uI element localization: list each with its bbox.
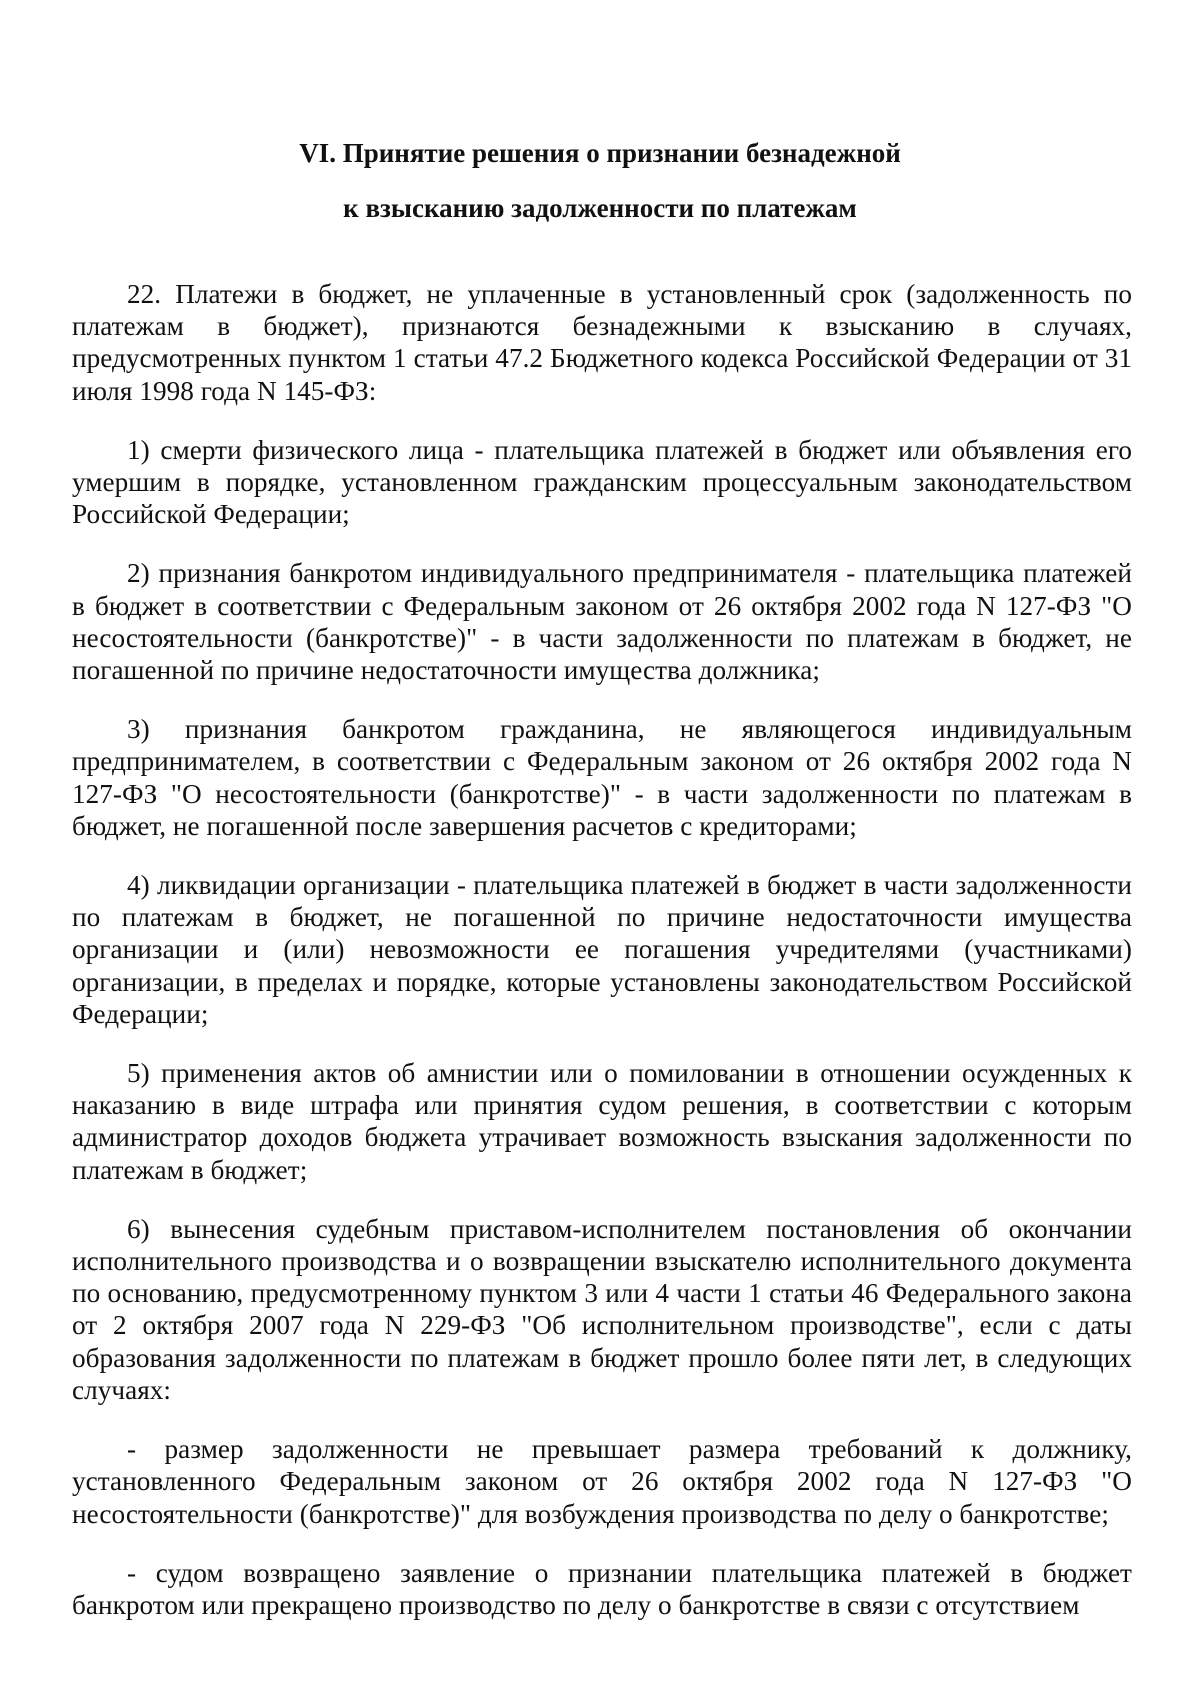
paragraph-dash-2: - судом возвращено заявление о признании плательщика платежей в бюджет банкротом или прекращено производство по делу о банкротстве в связи с отсутствием: [72, 1557, 1132, 1620]
paragraph-dash-1: - размер задолженности не превышает размера требований к должнику, установленного Федеральным законом от 26 октября 2002 года N 127-ФЗ "О несостоятельности (банкротстве)" для возбуждения производства по делу о банкротстве;: [72, 1434, 1132, 1529]
section-title-line-1: VI. Принятие решения о признании безнадежной: [299, 138, 901, 168]
document-body: [72, 278, 1132, 1648]
section-title-line-2: к взысканию задолженности по платежам: [343, 193, 857, 223]
paragraph-item-3: 3) признания банкротом гражданина, не являющегося индивидуальным предпринимателем, в соответствии с Федеральным законом от 26 октября 2002 года N 127-ФЗ "О несостоятельности (банкротстве)" - в части задолженности по платежам в бюджет, не погашенной после завершения расчетов с кредиторами;: [72, 714, 1132, 841]
paragraph-item-2: 2) признания банкротом индивидуального предпринимателя - плательщика платежей в бюджет в соответствии с Федеральным законом от 26 октября 2002 года N 127-ФЗ "О несостоятельности (банкротстве)" - в части задолженности по платежам в бюджет, не погашенной по причине недостаточности имущества должника;: [72, 558, 1132, 686]
paragraph-22: 22. Платежи в бюджет, не уплаченные в установленный срок (задолженность по платежам в бюджет), признаются безнадежными к взысканию в случаях, предусмотренных пунктом 1 статьи 47.2 Бюджетного кодекса Российской Федерации от 31 июля 1998 года N 145-ФЗ:: [72, 279, 1132, 406]
paragraph-item-5: 5) применения актов об амнистии или о помиловании в отношении осужденных к наказанию в виде штрафа или принятия судом решения, в соответствии с которым администратор доходов бюджета утрачивает возможность взыскания задолженности по платежам в бюджет;: [72, 1058, 1132, 1185]
paragraph-item-4: 4) ликвидации организации - плательщика платежей в бюджет в части задолженности по платежам в бюджет, не погашенной по причине недостаточности имущества организации и (или) невозможности ее погашения учредителями (участниками) организации, в пределах и порядке, которые установлены законодательством Российской Федерации;: [72, 870, 1132, 1029]
paragraph-item-1: 1) смерти физического лица - плательщика платежей в бюджет или объявления его умершим в порядке, установленном гражданским процессуальным законодательством Российской Федерации;: [72, 434, 1132, 530]
paragraph-item-6: 6) вынесения судебным приставом-исполнителем постановления об окончании исполнительного производства и о возвращении взыскателю исполнительного документа по основанию, предусмотренному пунктом 3 или 4 части 1 статьи 46 Федерального закона от 2 октября 2007 года N 229-ФЗ "Об исполнительном производстве", если с даты образования задолженности по платежам в бюджет прошло более пяти лет, в следующих случаях:: [72, 1213, 1132, 1405]
